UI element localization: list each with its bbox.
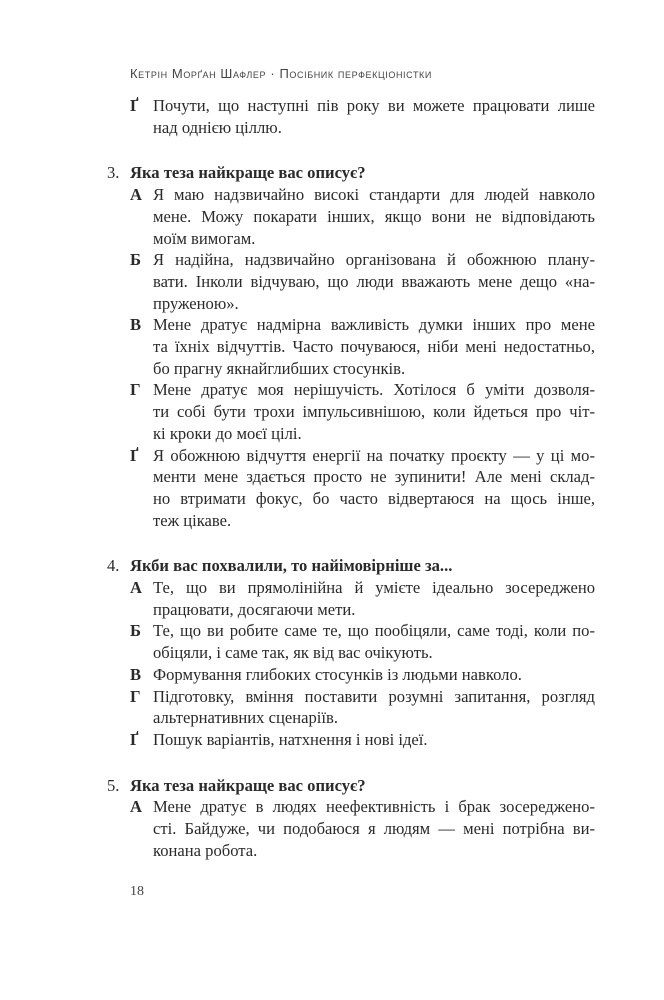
- question-heading: [107, 775, 597, 797]
- text-line: та їхніх відчуттів. Часто почуваюся, ніби мені недостатньо,: [153, 337, 595, 357]
- text-line: Почути, що наступні пів року ви можете працювати лише: [153, 96, 595, 115]
- option-text: [153, 249, 595, 314]
- answer-option: [130, 796, 597, 861]
- page-content: [107, 95, 597, 862]
- text-line: над однією ціллю.: [153, 117, 282, 137]
- text-line: Я обожнюю відчуття енергії на початку проєкту — у ці мо-: [153, 445, 595, 465]
- answer-option: [130, 664, 597, 686]
- option-text: [153, 445, 595, 532]
- question-number: 5.: [107, 775, 120, 795]
- text-line: мене. Можу покарати інших, якщо вони не відповідають: [153, 206, 595, 226]
- option-text: [153, 686, 595, 729]
- option-letter: А: [130, 578, 142, 598]
- page-number: 18: [130, 884, 144, 899]
- text-line: менти мене здається просто не зупинити! Але мені склад-: [153, 467, 595, 487]
- text-line: ти собі бути трохи імпульсивнішою, коли йдеться про чіт-: [153, 402, 595, 422]
- text-line: пруженою».: [153, 293, 239, 313]
- option-letter: В: [130, 315, 142, 335]
- option-letter: Ґ: [130, 729, 139, 749]
- question-text: Яка теза найкраще вас описує?: [130, 163, 366, 183]
- question-block: [107, 775, 597, 862]
- question-block: [107, 162, 597, 531]
- option-letter: В: [130, 664, 142, 684]
- option-text: [153, 184, 595, 249]
- answer-option: [130, 314, 597, 379]
- text-line: вати. Інколи відчуваю, що люди вважають мене дещо «на-: [153, 271, 595, 291]
- text-line: Мене дратує в людях неефективність і брак зосереджено-: [153, 797, 595, 817]
- question-number: 4.: [107, 556, 120, 576]
- text-line: Формування глибоких стосунків із людьми навколо.: [153, 664, 522, 684]
- answer-option: [130, 445, 597, 532]
- question-heading: [107, 162, 597, 184]
- option-text: [153, 729, 595, 751]
- text-line: альтернативних сценаріїв.: [153, 708, 338, 728]
- option-letter: А: [130, 797, 142, 817]
- question-heading: [107, 555, 597, 577]
- question-number: 3.: [107, 163, 120, 183]
- option-letter: Г: [130, 380, 141, 400]
- option-text: [153, 664, 595, 686]
- option-text: [153, 379, 595, 444]
- option-letter: Б: [130, 250, 141, 270]
- option-letter: Ґ: [130, 445, 139, 465]
- option-text: [153, 95, 595, 138]
- text-line: конана робота.: [153, 840, 258, 860]
- text-line: теж цікаве.: [153, 510, 232, 530]
- text-line: но втримати фокус, бо часто відвертаюся на щось інше,: [153, 488, 595, 508]
- text-line: обіцяли, і саме так, як від вас очікують.: [153, 643, 433, 663]
- option-letter: Б: [130, 621, 141, 641]
- option-letter: Ґ: [130, 96, 139, 115]
- answer-option: [130, 686, 597, 729]
- option-letter: А: [130, 185, 142, 205]
- answer-option: [130, 249, 597, 314]
- answer-option: [130, 184, 597, 249]
- text-line: Те, що ви прямолінійна й умієте ідеально зосереджено: [153, 578, 595, 598]
- option-text: [153, 796, 595, 861]
- text-line: Пошук варіантів, натхнення і нові ідеї.: [153, 729, 428, 749]
- text-line: Підготовку, вміння поставити розумні запитання, розгляд: [153, 686, 595, 706]
- text-line: Те, що ви робите саме те, що пообіцяли, саме тоді, коли по-: [153, 621, 595, 641]
- answer-option: [130, 577, 597, 620]
- text-line: моїм вимогам.: [153, 228, 256, 248]
- text-line: працювати, досягаючи мети.: [153, 599, 356, 619]
- option-text: [153, 577, 595, 620]
- question-block: [107, 95, 597, 138]
- text-line: бо прагну якнайглибших стосунків.: [153, 358, 406, 378]
- answer-option: [130, 620, 597, 663]
- text-line: Я надійна, надзвичайно організована й обожнюю плану-: [153, 250, 595, 270]
- option-letter: Г: [130, 686, 141, 706]
- text-line: Мене дратує надмірна важливість думки інших про мене: [153, 315, 595, 335]
- question-text: Якби вас похвалили, то найімовірніше за...: [130, 556, 453, 576]
- text-line: Я маю надзвичайно високі стандарти для людей навколо: [153, 185, 595, 205]
- question-text: Яка теза найкраще вас описує?: [130, 775, 366, 795]
- answer-option: [130, 379, 597, 444]
- option-text: [153, 620, 595, 663]
- text-line: кі кроки до моєї цілі.: [153, 423, 302, 443]
- running-head: Кетрін Морґан Шафлер · Посібник перфекціоністки: [130, 66, 432, 81]
- question-block: [107, 555, 597, 750]
- text-line: Мене дратує моя нерішучість. Хотілося б уміти дозволя-: [153, 380, 595, 400]
- text-line: сті. Байдуже, чи подобаюся я людям — мені потрібна ви-: [153, 819, 595, 839]
- answer-option: [130, 729, 597, 751]
- option-text: [153, 314, 595, 379]
- answer-option: [130, 95, 597, 138]
